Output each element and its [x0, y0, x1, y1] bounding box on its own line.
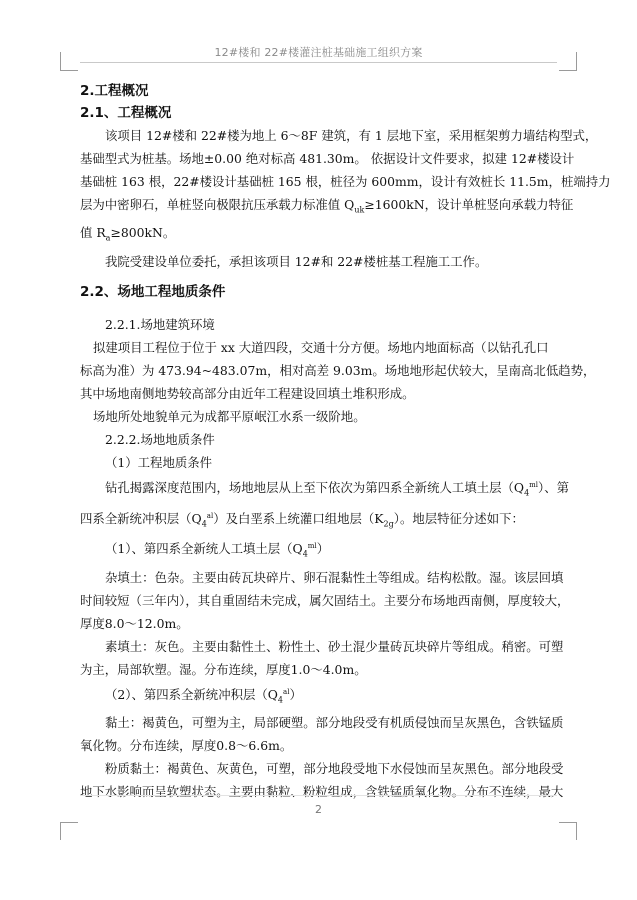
text-run: ）、第	[538, 480, 570, 496]
layer-heading-alluvial	[80, 681, 580, 712]
paragraph-line: 我院受建设单位委托，承担该项目 12#和 22#楼桩基工程施工工作。	[105, 253, 488, 269]
crop-mark-bottom-left-h	[60, 822, 78, 823]
paragraph-line: 素填土：灰色。主要由黏性土、粉性土、砂土混少量砖瓦块碎片等组成。稍密。可塑	[105, 638, 564, 654]
section-heading-2-2: 2.2、场地工程地质条件	[80, 283, 226, 300]
spacer	[80, 303, 580, 313]
text-run: 值 R	[80, 225, 106, 241]
paragraph-line: 该项目 12#楼和 22#楼为地上 6～8F 建筑，有 1 层地下室，采用框架剪力墙结构型式，	[105, 128, 598, 143]
subscript: 4	[302, 549, 308, 559]
paragraph-line: 基础型式为桩基。场地±0.00 绝对标高 481.30m。 依据设计文件要求，拟建 12#楼设计	[80, 151, 575, 166]
paragraph-line: 地下水影响而呈软塑状态。主要由黏粒、粉粒组成，含铁锰质氧化物。分布不连续，最大	[80, 784, 564, 800]
page-header-title: 12#楼和 22#楼灌注桩基础施工组织方案	[214, 46, 423, 59]
text-run: （2）、第四系全新统冲积层（Q	[105, 686, 278, 702]
text-run: （1）、第四系全新统人工填土层（Q	[105, 541, 303, 557]
paragraph-line: 为主，局部软塑。湿。分布连续，厚度1.0～4.0m。	[80, 661, 367, 677]
sub-heading-engineering-geology: （1）工程地质条件	[105, 454, 213, 470]
subscript: 4	[277, 695, 284, 705]
superscript: ml	[529, 480, 539, 489]
crop-mark-top-right-h	[559, 70, 577, 71]
text-run: ）。地层特征分述如下：	[393, 510, 524, 526]
paragraph-line: 氧化物。分布连续，厚度0.8～6.6m。	[80, 738, 293, 754]
crop-mark-bottom-left-v	[60, 822, 61, 840]
footer-divider	[80, 795, 557, 796]
paragraph-line	[80, 474, 580, 505]
paragraph-line: 场地所处地貌单元为成都平原岷江水系一级阶地。	[93, 408, 366, 424]
paragraph-line: 拟建项目工程位于位于 xx 大道四段，交通十分方便。场地内地面标高（以钻孔孔口	[93, 339, 549, 355]
section-heading-2-1: 2.1、工程概况	[80, 105, 172, 121]
paragraph-line	[80, 505, 580, 536]
text-run: ）	[289, 686, 302, 702]
subscript: uk	[354, 205, 365, 215]
paragraph-line: 其中场地南侧地势较高部分由近年工程建设回填土堆积形成。	[80, 385, 415, 401]
subscript: 2g	[383, 519, 394, 529]
subscript: 4	[524, 488, 530, 498]
paragraph-line: 厚度8.0～12.0m。	[80, 615, 189, 631]
subsection-heading-2-2-2: 2.2.2.场地地质条件	[105, 431, 215, 447]
subsection-heading-2-2-1: 2.2.1.场地建筑环境	[105, 316, 215, 332]
spacer	[80, 273, 580, 281]
layer-heading-fill	[80, 535, 580, 566]
page-number: 2	[315, 803, 322, 816]
superscript: al	[206, 511, 214, 520]
paragraph-line: 基础桩 163 根，22#楼设计基础桩 165 根，桩径为 600mm，设计有效桩长 11.5m，桩端持力	[80, 174, 611, 189]
text-run: ）及白垩系上统灌口组地层（K	[213, 510, 384, 526]
subscript: 4	[201, 519, 207, 529]
header-divider	[80, 62, 557, 63]
text-run: ≥800kN。	[110, 225, 176, 241]
superscript: al	[283, 687, 290, 696]
section-heading-2: 2.工程概况	[80, 83, 149, 99]
crop-mark-bottom-right-v	[576, 822, 577, 840]
paragraph-line: 粉质黏土：褐黄色、灰黄色，可塑，部分地段受地下水侵蚀而呈灰黑色。部分地段受	[105, 761, 564, 777]
paragraph-line: 黏土：褐黄色，可塑为主，局部硬塑。部分地段受有机质侵蚀而呈灰黑色，含铁锰质	[105, 715, 564, 731]
paragraph-line: 标高为准）为 473.94~483.07m，相对高差 9.03m。场地地形起伏较大，呈南高北低趋势，	[80, 362, 596, 378]
superscript: ml	[307, 542, 317, 551]
crop-mark-top-left-h	[60, 70, 78, 71]
crop-mark-bottom-right-h	[559, 822, 577, 823]
paragraph-line: 时间较短（三年内），其自重固结未完成，属欠固结土。主要分布场地西南侧，厚度较大，	[80, 592, 570, 608]
document-body	[80, 80, 611, 803]
paragraph-line	[80, 193, 580, 221]
text-run: ≥1600kN，设计单桩竖向承载力特征	[364, 197, 574, 212]
paragraph-line: 杂填土：色杂。主要由砖瓦块碎片、卵石混黏性土等组成。结构松散。湿。该层回填	[105, 569, 564, 585]
paragraph-line	[80, 221, 580, 249]
text-run: 钻孔揭露深度范围内，场地地层从上至下依次为第四系全新统人工填土层（Q	[105, 480, 525, 496]
text-run: 层为中密卵石，单桩竖向极限抗压承载力标准值 Q	[80, 197, 355, 212]
subscript: a	[105, 233, 111, 243]
text-run: ）	[316, 541, 330, 557]
text-run: 四系全新统冲积层（Q	[80, 510, 202, 526]
